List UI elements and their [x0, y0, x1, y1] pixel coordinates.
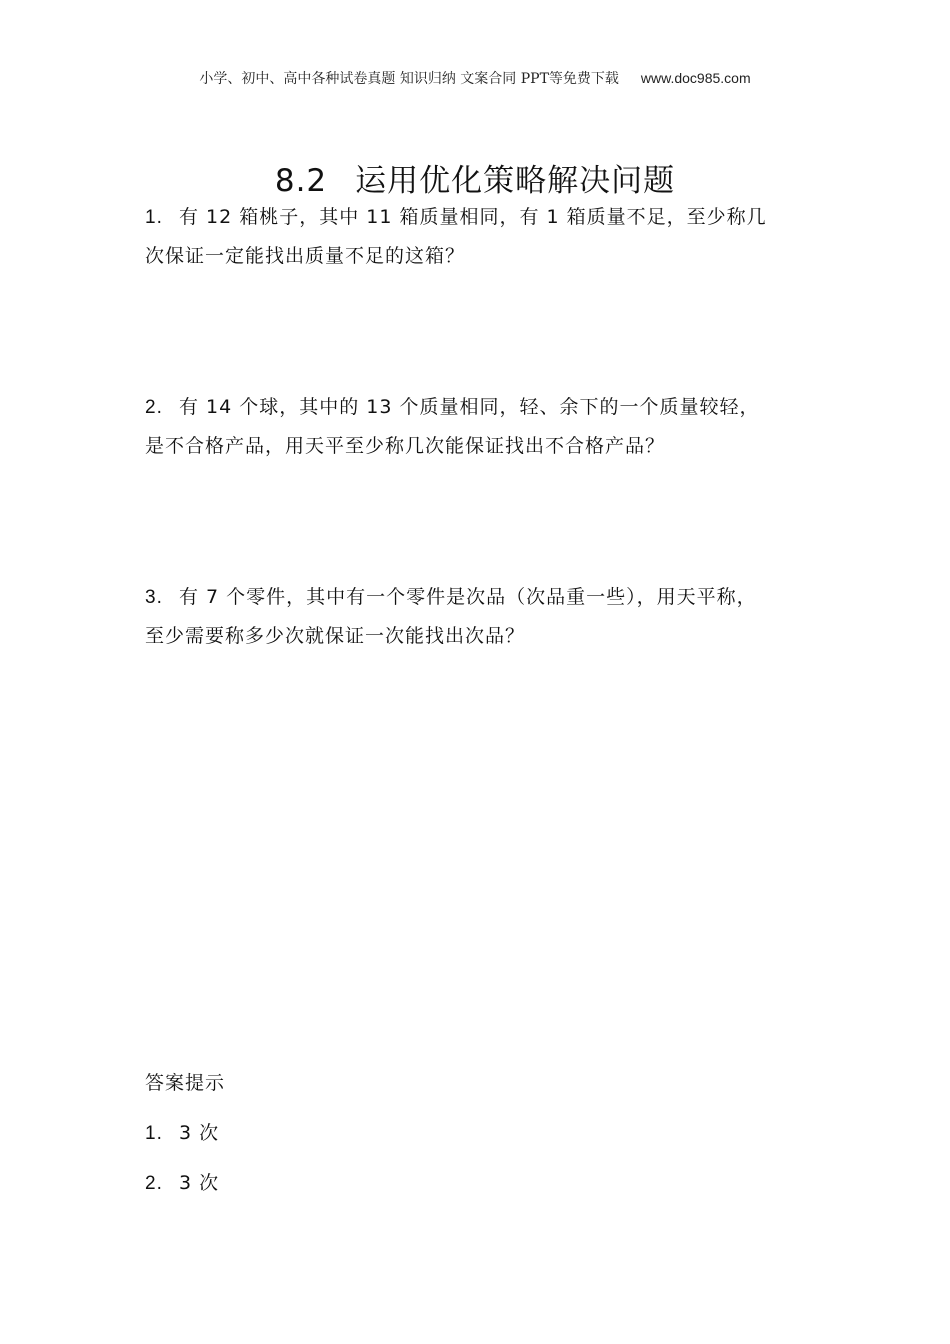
answer-2 [145, 1168, 219, 1195]
question-number: 3. [145, 587, 163, 608]
question-3-line-2: 至少需要称多少次就保证一次能找出次品？ [145, 625, 526, 647]
answer-text: 3 次 [179, 1172, 220, 1194]
answer-number: 2. [145, 1173, 163, 1194]
section-number: 8.2 [274, 163, 328, 199]
section-title: 运用优化策略解决问题 [355, 163, 676, 199]
question-2-line-1 [145, 388, 835, 427]
question-1-line-1 [145, 198, 835, 237]
question-text: 有 12 箱桃子，其中 11 箱质量相同，有 1 箱质量不足，至少称几 [179, 206, 767, 228]
question-1-line-2: 次保证一定能找出质量不足的这箱？ [145, 245, 466, 267]
question-3-line-1 [145, 578, 835, 617]
question-2-line-2: 是不合格产品，用天平至少称几次能保证找出不合格产品？ [145, 435, 666, 457]
answer-1 [145, 1118, 219, 1145]
page-header [0, 68, 950, 88]
question-1 [145, 198, 835, 275]
header-site-link[interactable]: www.doc985.com [640, 70, 751, 86]
question-3 [145, 578, 835, 655]
answer-text: 3 次 [179, 1122, 220, 1144]
question-number: 2. [145, 397, 163, 418]
header-text: 小学、初中、高中各种试卷真题 知识归纳 文案合同 PPT等免费下载 [199, 71, 619, 87]
question-text: 有 14 个球，其中的 13 个质量相同，轻、余下的一个质量较轻， [179, 396, 760, 418]
answer-number: 1. [145, 1123, 163, 1144]
page-title [0, 155, 950, 200]
question-text: 有 7 个零件，其中有一个零件是次品（次品重一些），用天平称， [179, 586, 757, 608]
question-2 [145, 388, 835, 465]
answer-hint-heading: 答案提示 [145, 1072, 226, 1094]
question-number: 1. [145, 207, 163, 228]
